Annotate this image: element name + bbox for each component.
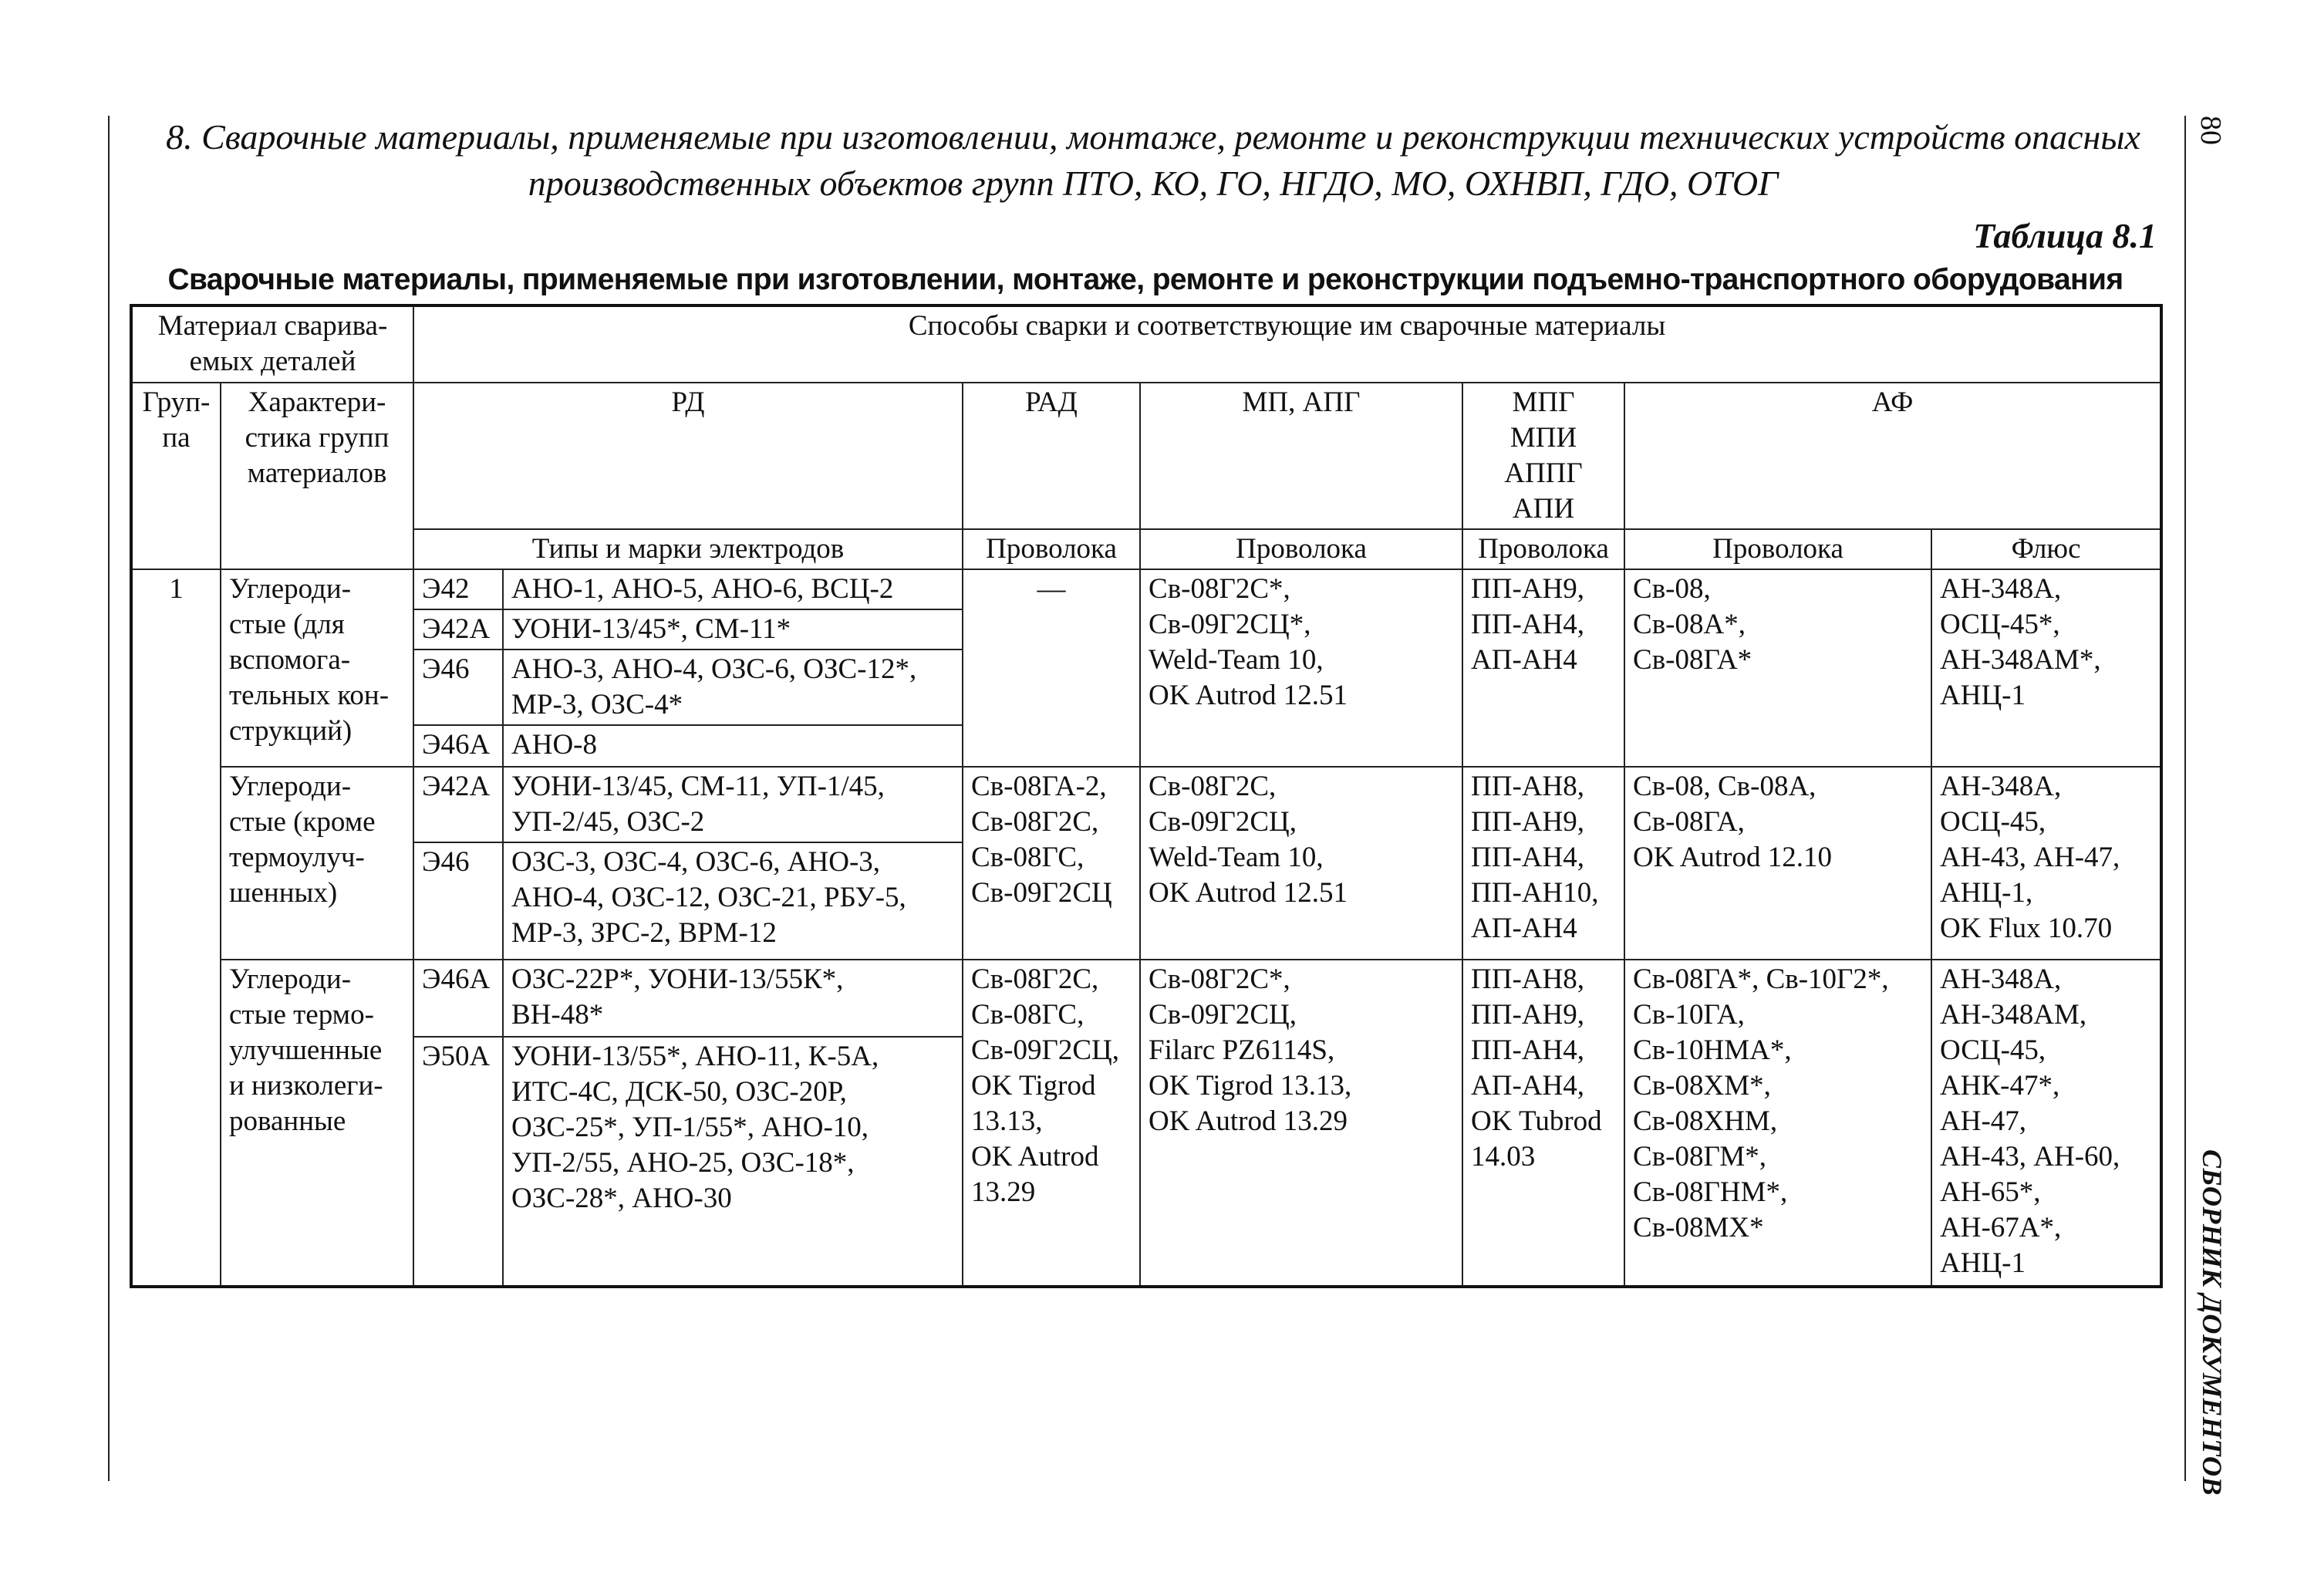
- header-mpg-line: АППГ: [1504, 457, 1583, 489]
- cell-line: ПП-АН4,: [1471, 842, 1584, 873]
- electrode-marks-line: УОНИ-13/45, СМ-11, УП-1/45,: [511, 771, 885, 802]
- cell-line: АП-АН4,: [1471, 1070, 1584, 1102]
- electrode-type: Э46: [413, 650, 503, 725]
- cell-line: Св-08ГА,: [1633, 806, 1745, 838]
- cell-line: OK Autrod: [971, 1141, 1099, 1173]
- header-row-3: [131, 529, 2161, 569]
- electrode-marks: [503, 767, 963, 842]
- cell-line: Св-08ХМ*,: [1633, 1070, 1771, 1102]
- cell-line: OK Autrod 13.29: [1149, 1105, 1348, 1137]
- cell-line: OK Tigrod: [971, 1070, 1096, 1102]
- characteristic-line: струкций): [229, 715, 352, 747]
- characteristic-line: стые (кроме: [229, 806, 376, 838]
- table-row: [131, 569, 2161, 609]
- left-margin-rule: [108, 116, 110, 1481]
- cell-line: Св-08Г2С,: [971, 806, 1099, 838]
- cell-line: Св-08Г2С,: [971, 963, 1099, 995]
- header-row-1: [131, 305, 2161, 383]
- header-mpg-line: АПИ: [1512, 493, 1575, 525]
- header-af-wire: Проволока: [1624, 529, 1931, 569]
- sub3-af-flux: [1931, 960, 2161, 1287]
- sub1-af-flux: [1931, 569, 2161, 767]
- electrode-marks-line: УП-2/55, АНО-25, ОЗС-18*,: [511, 1147, 855, 1179]
- table-row: [131, 960, 2161, 1037]
- sub2-af-wire: [1624, 767, 1931, 960]
- electrode-type: Э42: [413, 569, 503, 609]
- cell-line: АН-43, АН-60,: [1940, 1141, 2120, 1173]
- header-mpg: [1462, 383, 1624, 529]
- cell-line: ПП-АН9,: [1471, 806, 1584, 838]
- cell-line: Filarc PZ6114S,: [1149, 1034, 1335, 1066]
- cell-line: 13.13,: [971, 1105, 1043, 1137]
- cell-line: ПП-АН4,: [1471, 609, 1584, 640]
- header-characteristic-line: стика групп: [245, 422, 390, 454]
- cell-line: АП-АН4: [1471, 644, 1577, 676]
- electrode-type: Э50А: [413, 1037, 503, 1287]
- cell-line: Св-09Г2СЦ,: [1149, 999, 1297, 1031]
- electrode-type: Э42А: [413, 609, 503, 650]
- cell-line: ПП-АН8,: [1471, 963, 1584, 995]
- cell-line: Св-08ГС,: [971, 999, 1084, 1031]
- header-electrode-types: Типы и марки электродов: [413, 529, 963, 569]
- cell-line: Weld-Team 10,: [1149, 842, 1324, 873]
- cell-line: Св-08ГА-2,: [971, 771, 1107, 802]
- header-mpg-line: МПГ: [1512, 386, 1575, 418]
- sub1-mp-wire: [1140, 569, 1462, 767]
- section-title: [147, 114, 2160, 207]
- electrode-marks: [503, 650, 963, 725]
- electrode-marks-line: ОЗС-25*, УП-1/55*, АНО-10,: [511, 1112, 869, 1143]
- cell-line: Weld-Team 10,: [1149, 644, 1324, 676]
- header-mp-wire: Проволока: [1140, 529, 1462, 569]
- cell-line: Св-08ГНМ*,: [1633, 1176, 1788, 1208]
- cell-line: 13.29: [971, 1176, 1036, 1208]
- electrode-type: Э46А: [413, 725, 503, 767]
- sub3-rad-wire: [963, 960, 1140, 1287]
- electrode-marks-line: ОЗС-3, ОЗС-4, ОЗС-6, АНО-3,: [511, 846, 881, 878]
- electrode-type: Э42А: [413, 767, 503, 842]
- characteristic-line: тельных кон-: [229, 680, 390, 711]
- characteristic-line: стые (для: [229, 609, 345, 640]
- header-material-line: емых деталей: [189, 346, 356, 377]
- page-number: 80: [2194, 116, 2227, 145]
- characteristic-line: Углероди-: [229, 573, 352, 605]
- cell-line: OK Tigrod 13.13,: [1149, 1070, 1352, 1102]
- cell-line: АНК-47*,: [1940, 1070, 2060, 1102]
- cell-line: АНЦ-1: [1940, 1247, 2026, 1279]
- sub1-mpg-wire: [1462, 569, 1624, 767]
- sub3-mp-wire: [1140, 960, 1462, 1287]
- electrode-marks-line: ОЗС-28*, АНО-30: [511, 1183, 732, 1214]
- header-mpg-wire: Проволока: [1462, 529, 1624, 569]
- electrode-marks: [503, 1037, 963, 1287]
- cell-line: АН-348АМ*,: [1940, 644, 2101, 676]
- cell-line: Св-08, Св-08А,: [1633, 771, 1816, 802]
- sub1-rad-wire: —: [963, 569, 1140, 767]
- group-number: 1: [131, 569, 221, 1287]
- cell-line: АН-65*,: [1940, 1176, 2041, 1208]
- header-characteristic: [221, 383, 413, 569]
- sub3-characteristic: [221, 960, 413, 1287]
- cell-line: Св-08А*,: [1633, 609, 1746, 640]
- sub2-mpg-wire: [1462, 767, 1624, 960]
- cell-line: Св-08,: [1633, 573, 1711, 605]
- characteristic-line: термоулуч-: [229, 842, 365, 873]
- header-row-2: [131, 383, 2161, 529]
- electrode-marks-line: УП-2/45, ОЗС-2: [511, 806, 705, 838]
- characteristic-line: рованные: [229, 1105, 346, 1137]
- electrode-marks-line: УОНИ-13/45*, СМ-11*: [511, 613, 791, 645]
- cell-line: АН-348А,: [1940, 963, 2062, 995]
- characteristic-line: Углероди-: [229, 963, 352, 995]
- right-margin-rule: [2184, 116, 2186, 1481]
- cell-line: ПП-АН9,: [1471, 999, 1584, 1031]
- cell-line: Св-09Г2СЦ,: [971, 1034, 1120, 1066]
- cell-line: ОСЦ-45,: [1940, 806, 2046, 838]
- electrode-marks-line: АНО-3, АНО-4, ОЗС-6, ОЗС-12*,: [511, 653, 917, 685]
- electrode-marks: [503, 960, 963, 1037]
- header-group-line: Груп-: [142, 386, 211, 418]
- electrode-marks-line: АНО-8: [511, 729, 597, 761]
- electrode-marks: [503, 725, 963, 767]
- characteristic-line: и низколеги-: [229, 1070, 383, 1102]
- characteristic-line: вспомога-: [229, 644, 351, 676]
- sub2-rad-wire: [963, 767, 1140, 960]
- cell-line: АН-43, АН-47,: [1940, 842, 2120, 873]
- cell-line: Св-10НМА*,: [1633, 1034, 1792, 1066]
- cell-line: Св-09Г2СЦ: [971, 877, 1112, 909]
- cell-line: ОСЦ-45*,: [1940, 609, 2060, 640]
- header-group-line: па: [162, 422, 191, 454]
- cell-line: АП-АН4: [1471, 913, 1577, 944]
- cell-line: ОСЦ-45,: [1940, 1034, 2046, 1066]
- cell-line: АН-348А,: [1940, 771, 2062, 802]
- sub1-af-wire: [1624, 569, 1931, 767]
- cell-line: АН-67А*,: [1940, 1212, 2062, 1243]
- cell-line: Св-09Г2СЦ,: [1149, 806, 1297, 838]
- cell-line: OK Flux 10.70: [1940, 913, 2113, 944]
- cell-line: ПП-АН8,: [1471, 771, 1584, 802]
- electrode-marks-line: ОЗС-22Р*, УОНИ-13/55К*,: [511, 963, 844, 995]
- header-af: АФ: [1624, 383, 2161, 529]
- table-row: [131, 767, 2161, 842]
- cell-line: АНЦ-1: [1940, 680, 2026, 711]
- cell-line: ПП-АН4,: [1471, 1034, 1584, 1066]
- welding-materials-table: [130, 304, 2163, 1288]
- header-characteristic-line: материалов: [247, 457, 387, 489]
- cell-line: АН-47,: [1940, 1105, 2027, 1137]
- characteristic-line: стые термо-: [229, 999, 374, 1031]
- cell-line: АНЦ-1,: [1940, 877, 2033, 909]
- cell-line: Св-08ГС,: [971, 842, 1084, 873]
- cell-line: Св-08МХ*: [1633, 1212, 1764, 1243]
- cell-line: OK Autrod 12.51: [1149, 680, 1348, 711]
- characteristic-line: шенных): [229, 877, 338, 909]
- header-rd: РД: [413, 383, 963, 529]
- sub3-mpg-wire: [1462, 960, 1624, 1287]
- cell-line: OK Autrod 12.10: [1633, 842, 1832, 873]
- electrode-marks-line: ВН-48*: [511, 999, 604, 1031]
- cell-line: АН-348АМ,: [1940, 999, 2087, 1031]
- header-characteristic-line: Характери-: [248, 386, 386, 418]
- section-title-line-1: 8. Сварочные материалы, применяемые при изготовлении, монтаже, ремонте и реконструкции технических устройств опасных: [166, 117, 2140, 157]
- electrode-type: Э46А: [413, 960, 503, 1037]
- header-mpg-line: МПИ: [1509, 422, 1577, 454]
- cell-line: Св-08Г2С,: [1149, 771, 1277, 802]
- cell-line: Св-08ХНМ,: [1633, 1105, 1778, 1137]
- electrode-marks-line: МР-3, ОЗС-4*: [511, 689, 683, 720]
- cell-line: Св-08Г2С*,: [1149, 573, 1290, 605]
- cell-line: Св-09Г2СЦ*,: [1149, 609, 1311, 640]
- cell-line: ПП-АН9,: [1471, 573, 1584, 605]
- cell-line: Св-08ГМ*,: [1633, 1141, 1767, 1173]
- sub2-characteristic: [221, 767, 413, 960]
- header-rad: РАД: [963, 383, 1140, 529]
- electrode-marks: [503, 609, 963, 650]
- electrode-marks: [503, 569, 963, 609]
- electrode-marks-line: АНО-1, АНО-5, АНО-6, ВСЦ-2: [511, 573, 894, 605]
- electrode-marks-line: ИТС-4С, ДСК-50, ОЗС-20Р,: [511, 1076, 847, 1108]
- electrode-marks-line: МР-3, ЗРС-2, ВРМ-12: [511, 917, 777, 949]
- header-group: [131, 383, 221, 569]
- table-caption: Сварочные материалы, применяемые при изготовлении, монтаже, ремонте и реконструкции подъемно-транспортного оборудования: [167, 263, 2123, 296]
- electrode-marks-line: АНО-4, ОЗС-12, ОЗС-21, РБУ-5,: [511, 882, 906, 913]
- electrode-marks: [503, 842, 963, 960]
- sub1-characteristic: [221, 569, 413, 767]
- cell-line: Св-08ГА*: [1633, 644, 1752, 676]
- section-title-line-2: производственных объектов групп ПТО, КО, ГО, НГДО, МО, ОХНВП, ГДО, ОТОГ: [528, 164, 1779, 203]
- cell-line: OK Autrod 12.51: [1149, 877, 1348, 909]
- cell-line: Св-08ГА*, Св-10Г2*,: [1633, 963, 1889, 995]
- header-rad-wire: Проволока: [963, 529, 1140, 569]
- header-material-line: Материал сварива-: [157, 310, 388, 342]
- header-mp-apg: МП, АПГ: [1140, 383, 1462, 529]
- characteristic-line: Углероди-: [229, 771, 352, 802]
- header-af-flux: Флюс: [1931, 529, 2161, 569]
- characteristic-line: улучшенные: [229, 1034, 383, 1066]
- electrode-type: Э46: [413, 842, 503, 960]
- sub2-mp-wire: [1140, 767, 1462, 960]
- side-running-title: СБОРНИК ДОКУМЕНТОВ: [2197, 1149, 2228, 1496]
- header-material: [131, 305, 413, 383]
- cell-line: 14.03: [1471, 1141, 1536, 1173]
- sub2-af-flux: [1931, 767, 2161, 960]
- cell-line: Св-08Г2С*,: [1149, 963, 1290, 995]
- sub3-af-wire: [1624, 960, 1931, 1287]
- cell-line: АН-348А,: [1940, 573, 2062, 605]
- table-label: Таблица 8.1: [1972, 216, 2157, 255]
- header-methods: Способы сварки и соответствующие им сварочные материалы: [413, 305, 2161, 383]
- cell-line: OK Tubrod: [1471, 1105, 1602, 1137]
- cell-line: Св-10ГА,: [1633, 999, 1745, 1031]
- electrode-marks-line: УОНИ-13/55*, АНО-11, К-5А,: [511, 1041, 879, 1072]
- cell-line: ПП-АН10,: [1471, 877, 1599, 909]
